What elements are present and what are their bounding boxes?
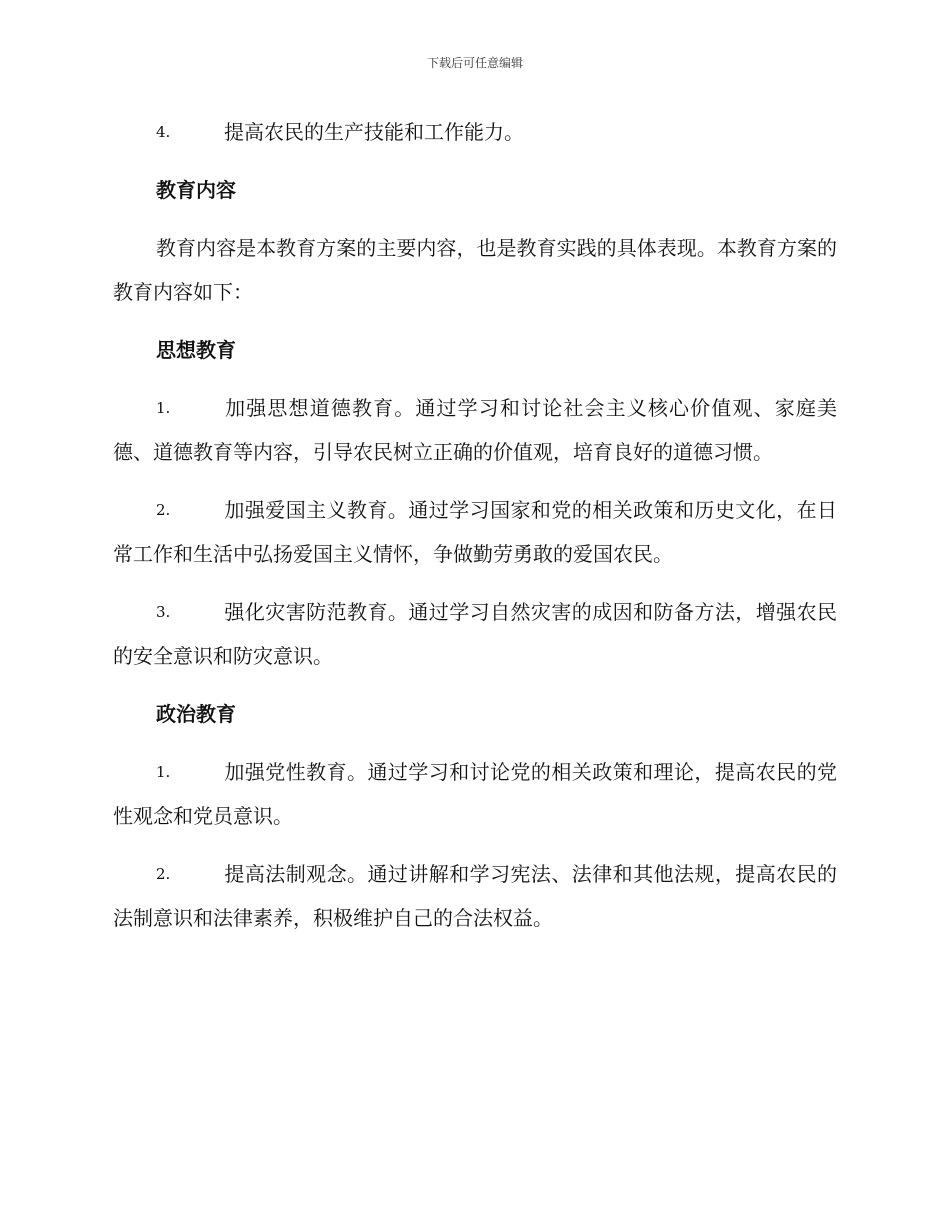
section-heading-content: 教育内容 <box>156 178 236 202</box>
item-number: 2. <box>156 865 171 883</box>
item-text: 提高农民的生产技能和工作能力。 <box>224 120 524 144</box>
item-number: 3. <box>156 603 171 621</box>
list-item <box>113 852 837 940</box>
item-number: 2. <box>156 501 171 519</box>
list-item <box>113 590 837 678</box>
item-number: 1. <box>156 399 171 417</box>
item-number: 1. <box>156 763 171 781</box>
list-item <box>113 110 837 154</box>
intro-paragraph: 教育内容是本教育方案的主要内容，也是教育实践的具体表现。本教育方案的教育内容如下： <box>113 236 837 304</box>
list-item <box>113 386 837 474</box>
item-text: 加强党性教育。通过学习和讨论党的相关政策和理论，提高农民的党性观念和党员意识。 <box>113 760 837 828</box>
list-item <box>113 750 837 838</box>
item-number: 4. <box>156 123 171 141</box>
item-text: 强化灾害防范教育。通过学习自然灾害的成因和防备方法，增强农民的安全意识和防灾意识。 <box>113 600 837 668</box>
document-body <box>113 110 837 954</box>
item-text: 提高法制观念。通过讲解和学习宪法、法律和其他法规，提高农民的法制意识和法律素养，积极维护自己的合法权益。 <box>113 862 837 930</box>
section-heading-ideology: 思想教育 <box>156 338 236 362</box>
list-item <box>113 488 837 576</box>
item-text: 加强思想道德教育。通过学习和讨论社会主义核心价值观、家庭美德、道德教育等内容，引导农民树立正确的价值观，培育良好的道德习惯。 <box>113 396 837 464</box>
section-heading-politics: 政治教育 <box>156 702 236 726</box>
page-header-note: 下载后可任意编辑 <box>426 56 523 70</box>
item-text: 加强爱国主义教育。通过学习国家和党的相关政策和历史文化，在日常工作和生活中弘扬爱国主义情怀，争做勤劳勇敢的爱国农民。 <box>113 498 837 566</box>
